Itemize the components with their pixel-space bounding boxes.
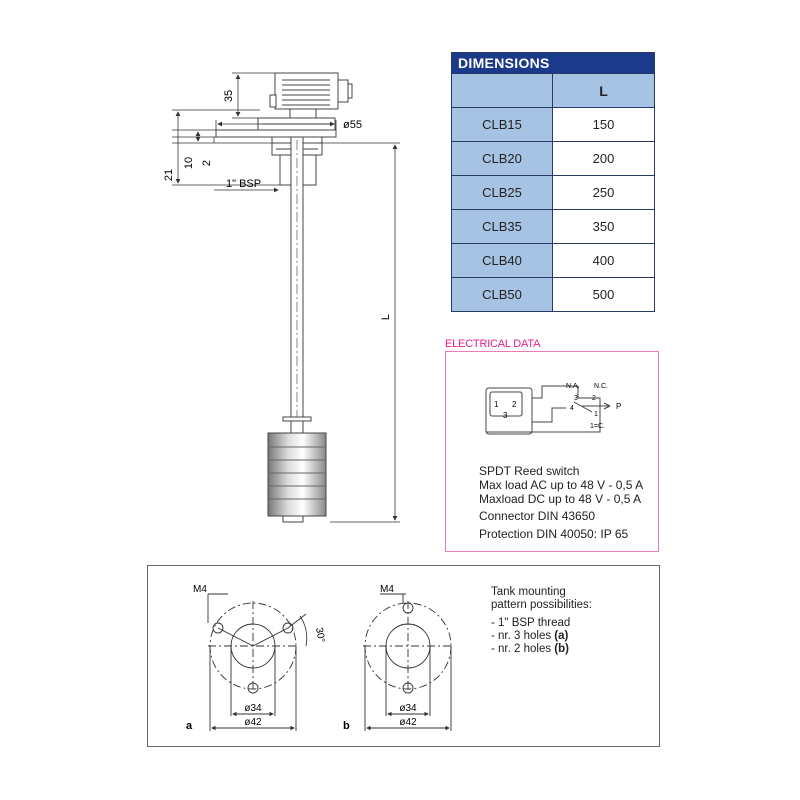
dim-2-label: 2 <box>201 159 213 167</box>
table-row <box>452 278 655 312</box>
pattern-a-d34: ø34 <box>244 703 262 714</box>
table-row <box>452 108 655 142</box>
electrical-data-title: ELECTRICAL DATA <box>445 338 541 350</box>
model-cell: CLB40 <box>452 244 553 278</box>
schematic-switch-1: 1 <box>594 411 598 418</box>
level-switch-drawing <box>0 0 440 540</box>
tank-option-3 <box>491 643 569 655</box>
pattern-a-label: a <box>186 720 193 732</box>
dim-10-label: 10 <box>183 156 195 170</box>
table-row <box>452 142 655 176</box>
dimensions-title: DIMENSIONS <box>452 53 655 74</box>
wiring-schematic <box>482 378 632 440</box>
tank-heading-1: Tank mounting <box>491 586 566 598</box>
length-cell: 500 <box>553 278 655 312</box>
tank-option-3-key: (b) <box>554 643 569 655</box>
tank-mounting-panel <box>147 565 660 747</box>
dim-35-label: 35 <box>223 89 235 103</box>
tank-option-2-key: (a) <box>554 630 569 642</box>
dim-21-label: 21 <box>163 168 175 182</box>
length-cell: 350 <box>553 210 655 244</box>
mounting-patterns <box>148 566 478 748</box>
elec-line-1: SPDT Reed switch <box>479 464 580 478</box>
dim-L-label: L <box>380 313 392 321</box>
schematic-terminal-2: 2 <box>512 400 517 409</box>
schematic-switch-3: 3 <box>574 395 578 402</box>
schematic-p: P <box>616 402 622 411</box>
pattern-b-d42: ø42 <box>399 717 417 728</box>
connector-head <box>270 73 352 118</box>
model-cell: CLB15 <box>452 108 553 142</box>
thread-label: 1" BSP <box>226 178 262 190</box>
elec-line-4: Connector DIN 43650 <box>479 509 596 523</box>
elec-line-3: Maxload DC up to 48 V - 0,5 A <box>479 492 642 506</box>
schematic-c: 1=C. <box>590 423 605 430</box>
pattern-b-m4: M4 <box>380 584 394 595</box>
length-cell: 150 <box>553 108 655 142</box>
tank-option-1: - 1" BSP thread <box>491 617 571 629</box>
table-row <box>452 176 655 210</box>
model-cell: CLB25 <box>452 176 553 210</box>
tank-heading-2: pattern possibilities: <box>491 599 592 611</box>
model-cell: CLB20 <box>452 142 553 176</box>
table-header-blank <box>452 74 553 108</box>
schematic-nc: N.C. <box>594 383 608 390</box>
float <box>268 433 326 522</box>
model-cell: CLB35 <box>452 210 553 244</box>
table-row <box>452 244 655 278</box>
schematic-terminal-1: 1 <box>494 400 499 409</box>
pattern-a-m4: M4 <box>193 584 207 595</box>
dim-55-label: ø55 <box>343 119 362 131</box>
pattern-b-label: b <box>343 720 350 732</box>
length-cell: 200 <box>553 142 655 176</box>
pattern-a-d42: ø42 <box>244 717 262 728</box>
elec-line-5: Protection DIN 40050: IP 65 <box>479 527 629 541</box>
schematic-switch-2: 2 <box>592 395 596 402</box>
model-cell: CLB50 <box>452 278 553 312</box>
schematic-terminal-3: 3 <box>503 411 508 420</box>
table-row <box>452 210 655 244</box>
table-header-L: L <box>553 74 655 108</box>
tank-option-3-text: - nr. 2 holes <box>491 643 555 655</box>
tank-option-2-text: - nr. 3 holes <box>491 630 555 642</box>
pattern-b-d34: ø34 <box>399 703 417 714</box>
tank-option-2 <box>491 630 568 642</box>
elec-line-2: Max load AC up to 48 V - 0,5 A <box>479 478 644 492</box>
length-cell: 250 <box>553 176 655 210</box>
electrical-data-box <box>445 351 659 552</box>
schematic-na: N.A. <box>566 383 580 390</box>
pattern-a-angle: 30° <box>313 626 327 644</box>
mounting-flange <box>216 118 336 185</box>
length-cell: 400 <box>553 244 655 278</box>
dimensions-table <box>451 52 655 312</box>
schematic-switch-4: 4 <box>570 405 574 412</box>
